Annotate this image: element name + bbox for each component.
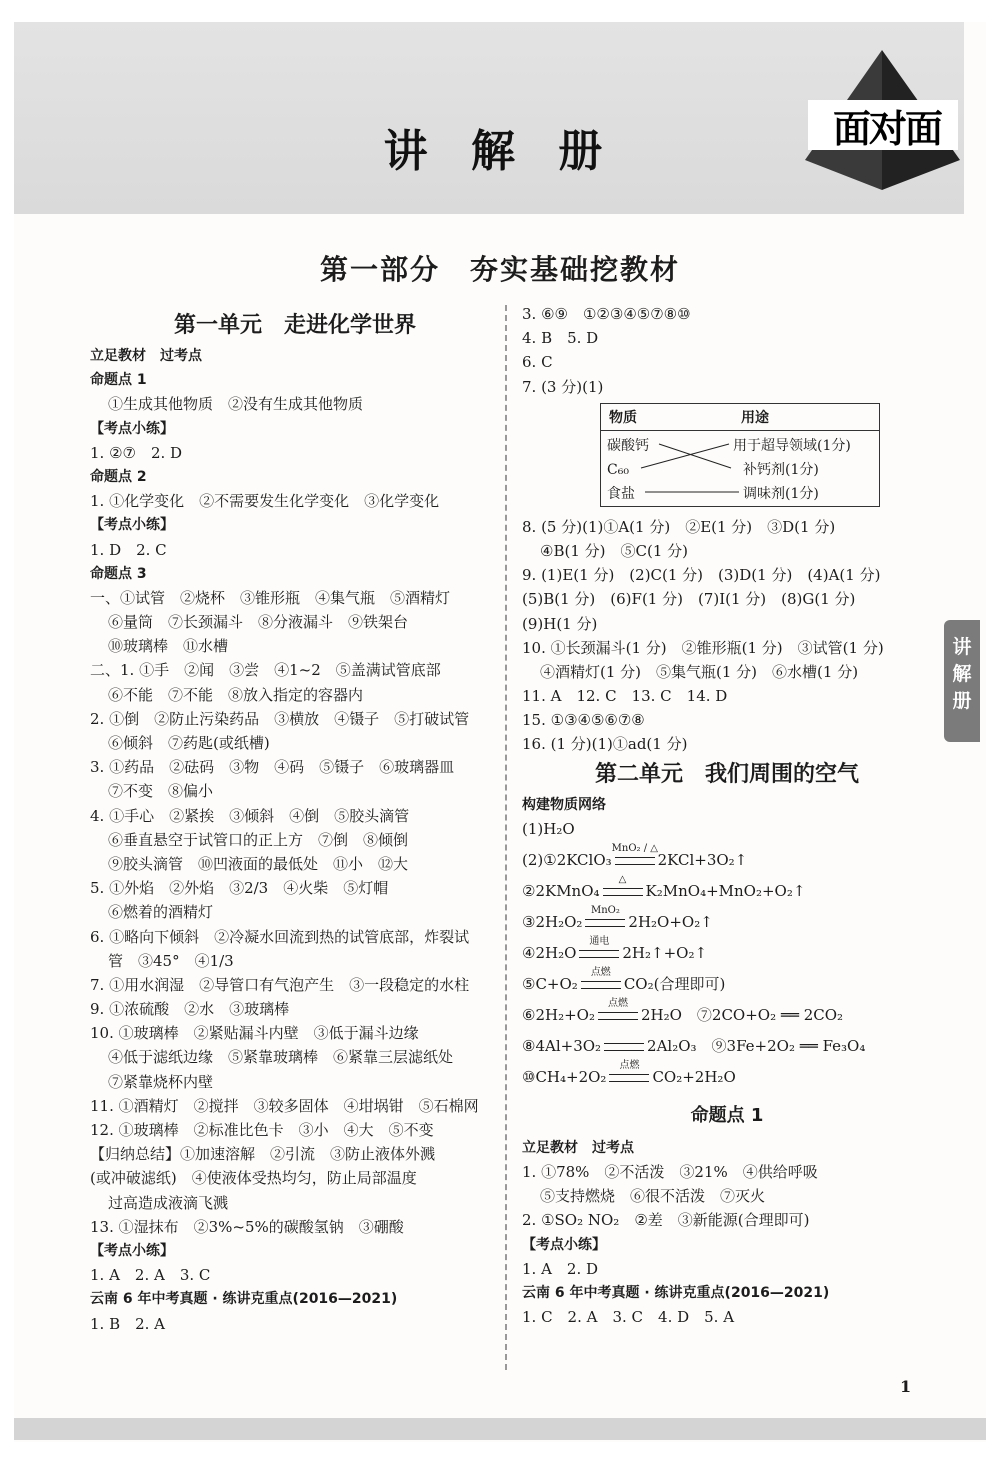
answer-line: (或冲破滤纸) ④使液体受热均匀，防止局部温度 bbox=[90, 1169, 417, 1188]
answer-line: ⑥不能 ⑦不能 ⑧放入指定的容器内 bbox=[108, 685, 364, 704]
footer-band bbox=[14, 1418, 986, 1440]
reaction-condition: 通电 bbox=[589, 935, 610, 947]
left-column bbox=[90, 308, 500, 1336]
answer-line: ⑥倾斜 ⑦药匙(或纸槽) bbox=[108, 734, 270, 752]
reaction-condition: 点燃 bbox=[619, 1059, 640, 1071]
equation-arrow bbox=[611, 842, 658, 869]
section-heading: 云南 6 年中考真题 · 练讲克重点(2016—2021) bbox=[522, 1284, 830, 1301]
answer-line: (5)B(1 分) (6)F(1 分) (7)I(1 分) (8)G(1 分) bbox=[522, 590, 856, 609]
answer-line: 6. ①略向下倾斜 ②冷凝水回流到热的试管底部，炸裂试 bbox=[90, 927, 470, 946]
table-use-item: 补钙剂(1分) bbox=[743, 461, 819, 478]
equation-reactants: ④2H₂O bbox=[522, 943, 577, 962]
section-heading: 命题点 3 bbox=[90, 565, 147, 582]
table-substance-item: C₆₀ bbox=[607, 461, 629, 478]
answer-line: 二、1. ①手 ②闻 ③尝 ④1~2 ⑤盖满试管底部 bbox=[90, 661, 441, 680]
table-header-substance: 物质 bbox=[609, 409, 637, 426]
chemical-equation bbox=[522, 842, 932, 879]
answer-line: 10. ①玻璃棒 ②紧贴漏斗内壁 ③低于漏斗边缘 bbox=[90, 1024, 419, 1043]
answer-line: 7. (3 分)(1) bbox=[522, 377, 604, 396]
chemical-equation bbox=[522, 1034, 932, 1065]
answer-line: ④酒精灯(1 分) ⑤集气瓶(1 分) ⑥水槽(1 分) bbox=[540, 662, 859, 681]
chemical-equation bbox=[522, 966, 932, 1003]
answer-line: ⑨胶头滴管 ⑩凹液面的最低处 ⑪小 ⑫大 bbox=[108, 854, 409, 873]
table-use-item: 用于超导领域(1分) bbox=[733, 437, 851, 454]
right-answer-list-bottom bbox=[522, 1136, 932, 1330]
equation-arrow bbox=[582, 904, 628, 931]
answer-line: 3. ⑥⑨ ①②③④⑤⑦⑧⑩ bbox=[522, 305, 691, 323]
equation-products: CO₂(合理即可) bbox=[623, 974, 726, 993]
answer-line: 1. D 2. C bbox=[90, 540, 167, 559]
right-answer-list-mid bbox=[522, 515, 932, 757]
section-heading: 命题点 2 bbox=[90, 468, 147, 485]
reaction-condition: MnO₂ bbox=[590, 904, 620, 916]
answer-line: 1. A 2. D bbox=[522, 1259, 599, 1278]
answer-line: 【归纳总结】①加速溶解 ②引流 ③防止液体外溅 bbox=[90, 1145, 436, 1164]
section-heading: 【考点小练】 bbox=[522, 1236, 606, 1253]
answer-line: ⑦不变 ⑧偏小 bbox=[108, 782, 214, 801]
topic-subtitle: 命题点 1 bbox=[690, 1104, 764, 1126]
unit-one-title: 第一单元 走进化学世界 bbox=[173, 313, 416, 338]
reaction-condition: 点燃 bbox=[607, 997, 628, 1009]
answer-line: ④B(1 分) ⑤C(1 分) bbox=[540, 541, 688, 560]
right-answer-list-top bbox=[522, 302, 932, 399]
section-heading: 【考点小练】 bbox=[90, 1242, 174, 1259]
equation-reactants: (1)H₂O bbox=[522, 819, 575, 838]
equation-products: K₂MnO₄+MnO₂+O₂↑ bbox=[645, 881, 806, 900]
unit-two-title: 第二单元 我们周围的空气 bbox=[594, 761, 859, 787]
answer-line: ④低于滤纸边缘 ⑤紧靠玻璃棒 ⑥紧靠三层滤纸处 bbox=[108, 1048, 454, 1067]
chemical-equation bbox=[522, 997, 932, 1034]
equation-arrow bbox=[600, 873, 646, 900]
answer-line: 1. ①78% ②不活泼 ③21% ④供给呼吸 bbox=[522, 1163, 818, 1181]
answer-line: 12. ①玻璃棒 ②标准比色卡 ③小 ④大 ⑤不变 bbox=[90, 1121, 434, 1139]
side-tab-char: 解 bbox=[952, 663, 972, 685]
answer-line: 1. C 2. A 3. C 4. D 5. A bbox=[522, 1308, 735, 1327]
section-heading: 立足教材 过考点 bbox=[90, 348, 202, 364]
answer-line: ⑦紧靠烧杯内壁 bbox=[108, 1072, 214, 1091]
answer-line: ⑤支持燃烧 ⑥很不活泼 ⑦灭火 bbox=[540, 1187, 766, 1206]
answer-line: 1. B 2. A bbox=[90, 1314, 166, 1333]
section-heading: 立足教材 过考点 bbox=[522, 1139, 634, 1156]
section-heading: 【考点小练】 bbox=[90, 517, 174, 534]
matching-table bbox=[600, 403, 880, 507]
equation-reactants: ⑩CH₄+2O₂ bbox=[522, 1067, 607, 1086]
answer-line: 1. A 2. A 3. C bbox=[90, 1266, 211, 1285]
booklet-title: 讲 解 册 bbox=[383, 126, 617, 177]
answer-line: ①生成其他物质 ②没有生成其他物质 bbox=[108, 395, 364, 414]
table-use-item: 调味剂(1分) bbox=[743, 485, 819, 502]
answer-line: 10. ①长颈漏斗(1 分) ②锥形瓶(1 分) ③试管(1 分) bbox=[522, 638, 884, 657]
matching-lines bbox=[601, 404, 879, 506]
equation-products: 2Al₂O₃ ⑨3Fe+2O₂ ══ Fe₃O₄ bbox=[647, 1036, 866, 1055]
equation-products: 2H₂↑+O₂↑ bbox=[622, 943, 708, 962]
equation-reactants: ⑥2H₂+O₂ bbox=[522, 1005, 595, 1024]
chemical-equation bbox=[522, 817, 932, 848]
answer-line: 5. ①外焰 ②外焰 ③2/3 ④火柴 ⑤灯帽 bbox=[90, 879, 389, 898]
answer-line: ⑥量筒 ⑦长颈漏斗 ⑧分液漏斗 ⑨铁架台 bbox=[108, 613, 409, 632]
reaction-condition: MnO₂ / △ bbox=[611, 842, 658, 854]
network-title: 构建物质网络 bbox=[522, 796, 606, 813]
equation-list bbox=[522, 817, 932, 1096]
equation-reactants: ⑤C+O₂ bbox=[522, 974, 578, 993]
equation-reactants: (2)①2KClO₃ bbox=[522, 850, 612, 869]
equation-arrow bbox=[601, 1037, 647, 1055]
answer-line: 2. ①SO₂ NO₂ ②差 ③新能源(合理即可) bbox=[522, 1211, 810, 1230]
answer-line: 9. ①浓硫酸 ②水 ③玻璃棒 bbox=[90, 1000, 290, 1019]
reaction-condition: △ bbox=[618, 873, 627, 885]
answer-line: 7. ①用水润湿 ②导管口有气泡产生 ③一段稳定的水柱 bbox=[90, 975, 470, 994]
section-heading: 【考点小练】 bbox=[90, 420, 174, 437]
equation-arrow bbox=[606, 1059, 652, 1086]
equation-reactants: ③2H₂O₂ bbox=[522, 912, 583, 931]
section-heading: 云南 6 年中考真题 · 练讲克重点(2016—2021) bbox=[90, 1291, 398, 1308]
left-answer-list bbox=[90, 344, 500, 1336]
answer-line: 2. ①倒 ②防止污染药品 ③横放 ④镊子 ⑤打破试管 bbox=[90, 709, 470, 728]
table-header-use: 用途 bbox=[741, 409, 769, 426]
equation-arrow bbox=[576, 935, 622, 962]
answer-line: 8. (5 分)(1)①A(1 分) ②E(1 分) ③D(1 分) bbox=[522, 517, 836, 536]
answer-line: 1. ②⑦ 2. D bbox=[90, 443, 183, 462]
equation-arrow bbox=[595, 997, 641, 1024]
answer-line: 4. B 5. D bbox=[522, 329, 599, 348]
section-heading: 命题点 1 bbox=[90, 372, 147, 389]
answer-line: 一、①试管 ②烧杯 ③锥形瓶 ④集气瓶 ⑤酒精灯 bbox=[90, 588, 451, 607]
equation-reactants: ⑧4Al+3O₂ bbox=[522, 1036, 602, 1055]
answer-line: (9)H(1 分) bbox=[522, 614, 598, 633]
equation-products: CO₂+2H₂O bbox=[652, 1067, 736, 1086]
brand-logo-text: 面对面 bbox=[832, 107, 941, 151]
answer-line: 13. ①湿抹布 ②3%~5%的碳酸氢钠 ③硼酸 bbox=[90, 1217, 404, 1236]
answer-line: 过高造成液滴飞溅 bbox=[108, 1193, 229, 1212]
answer-line: 9. (1)E(1 分) (2)C(1 分) (3)D(1 分) (4)A(1 分) bbox=[522, 566, 881, 585]
answer-line: 16. (1 分)(1)①ad(1 分) bbox=[522, 735, 688, 754]
table-substance-item: 食盐 bbox=[607, 485, 635, 502]
answer-line: 6. C bbox=[522, 353, 553, 372]
side-tab-lecture[interactable] bbox=[944, 620, 980, 742]
answer-line: 3. ①药品 ②砝码 ③物 ④码 ⑤镊子 ⑥玻璃器皿 bbox=[90, 758, 455, 777]
reaction-condition: 点燃 bbox=[590, 966, 611, 978]
answer-line: ⑥垂直悬空于试管口的正上方 ⑦倒 ⑧倾倒 bbox=[108, 830, 409, 849]
answer-line: ⑥燃着的酒精灯 bbox=[108, 903, 214, 922]
equation-arrow bbox=[578, 966, 624, 993]
right-column bbox=[522, 302, 932, 1329]
answer-line: 15. ①③④⑤⑥⑦⑧ bbox=[522, 711, 645, 730]
side-tab-char: 讲 bbox=[952, 636, 972, 658]
page-number: 1 bbox=[900, 1377, 912, 1396]
equation-products: 2H₂O+O₂↑ bbox=[628, 912, 713, 931]
part-title: 第一部分 夯实基础挖教材 bbox=[319, 253, 680, 286]
table-substance-item: 碳酸钙 bbox=[607, 437, 649, 454]
answer-line: 管 ③45° ④1/3 bbox=[108, 951, 234, 970]
answer-line: 11. ①酒精灯 ②搅拌 ③较多固体 ④坩埚钳 ⑤石棉网 bbox=[90, 1096, 479, 1115]
answer-line: 1. ①化学变化 ②不需要发生化学变化 ③化学变化 bbox=[90, 492, 440, 511]
answer-line: 11. A 12. C 13. C 14. D bbox=[522, 687, 728, 706]
answer-line: 4. ①手心 ②紧挨 ③倾斜 ④倒 ⑤胶头滴管 bbox=[90, 806, 410, 825]
equation-products: 2KCl+3O₂↑ bbox=[657, 850, 748, 869]
equation-products: 2H₂O ⑦2CO+O₂ ══ 2CO₂ bbox=[640, 1005, 844, 1024]
chemical-equation bbox=[522, 1059, 932, 1096]
side-tab-char: 册 bbox=[952, 690, 972, 712]
equation-reactants: ②2KMnO₄ bbox=[522, 881, 600, 900]
column-divider bbox=[505, 305, 507, 1370]
answer-line: ⑩玻璃棒 ⑪水槽 bbox=[108, 637, 229, 656]
